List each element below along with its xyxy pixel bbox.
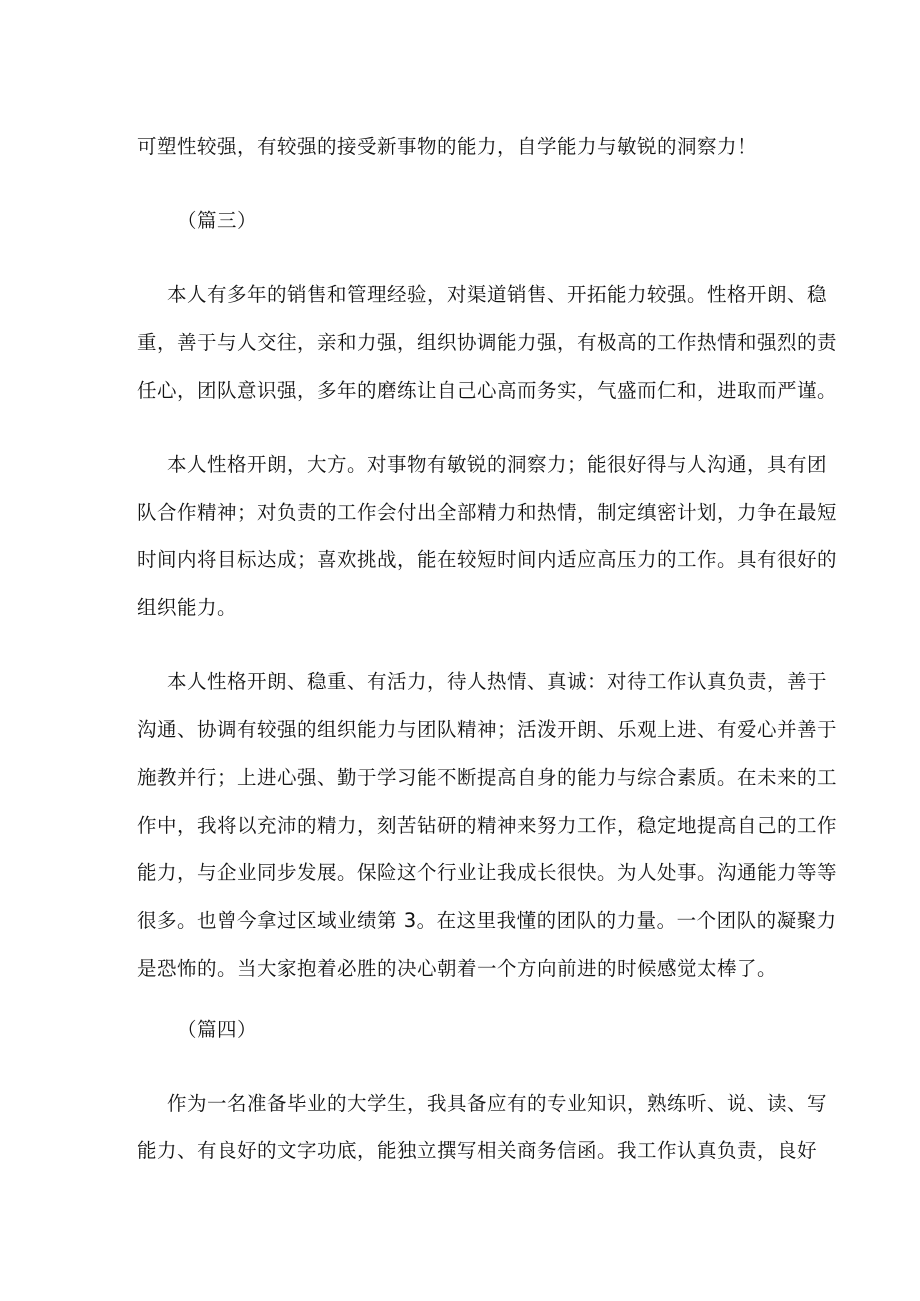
paragraph-line: 能力、有良好的文字功底，能独立撰写相关商务信函。我工作认真负责，良好 [137, 1139, 818, 1162]
paragraph-line: 本人有多年的销售和管理经验，对渠道销售、开拓能力较强。性格开朗、稳 [167, 283, 828, 306]
paragraph-line: 时间内将目标达成；喜欢挑战，能在较短时间内适应高压力的工作。具有很好的 [137, 548, 838, 571]
paragraph-line: 本人性格开朗，大方。对事物有敏锐的洞察力；能很好得与人沟通，具有团 [167, 453, 828, 476]
paragraph-line: 是恐怖的。当大家抱着必胜的决心朝着一个方向前进的时候感觉太棒了。 [137, 957, 778, 980]
section-four-title: （篇四） [177, 1018, 258, 1041]
paragraph-line: 能力，与企业同步发展。保险这个行业让我成长很快。为人处事。沟通能力等等 [137, 861, 838, 884]
opening-line: 可塑性较强，有较强的接受新事物的能力，自学能力与敏锐的洞察力！ [137, 135, 758, 158]
paragraph-line: 重，善于与人交往，亲和力强，组织协调能力强，有极高的工作热情和强烈的责 [137, 331, 838, 354]
paragraph-line: 队合作精神；对负责的工作会付出全部精力和热情，制定缜密计划，力争在最短 [137, 501, 838, 524]
paragraph-line: 本人性格开朗、稳重、有活力，待人热情、真诚：对待工作认真负责，善于 [167, 670, 828, 693]
paragraph-line: 很多。也曾今拿过区域业绩第 3。在这里我懂的团队的力量。一个团队的凝聚力 [137, 909, 837, 932]
paragraph-line: 组织能力。 [137, 596, 238, 619]
paragraph-line: 沟通、协调有较强的组织能力与团队精神；活泼开朗、乐观上进、有爱心并善于 [137, 718, 838, 741]
paragraph-line: 任心，团队意识强，多年的磨练让自己心高而务实，气盛而仁和，进取而严谨。 [137, 379, 838, 402]
paragraph-line: 作中，我将以充沛的精力，刻苦钻研的精神来努力工作，稳定地提高自己的工作 [137, 814, 838, 837]
paragraph-line: 作为一名准备毕业的大学生，我具备应有的专业知识，熟练听、说、读、写 [167, 1092, 828, 1115]
paragraph-line: 施教并行；上进心强、勤于学习能不断提高自身的能力与综合素质。在未来的工 [137, 766, 838, 789]
section-three-title: （篇三） [177, 209, 258, 232]
